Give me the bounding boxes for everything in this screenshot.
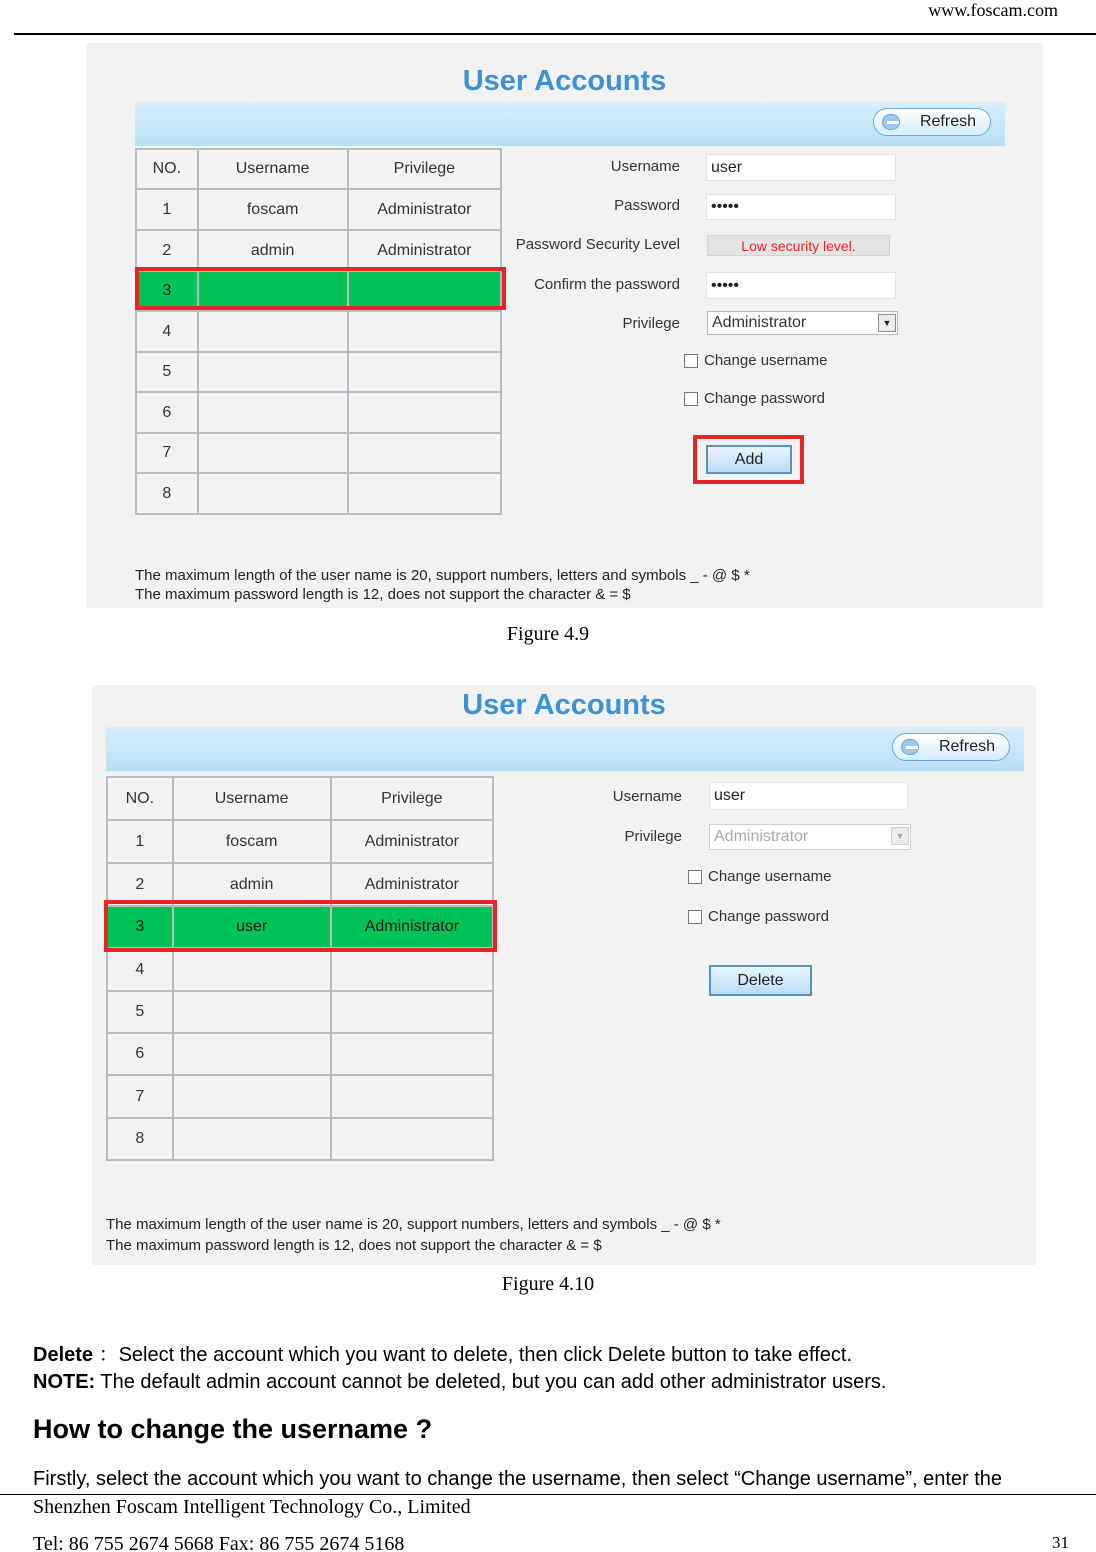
cell-privilege: Administrator [348, 230, 501, 271]
delete-term: Delete [33, 1344, 94, 1366]
figure-caption: Figure 4.9 [506, 623, 590, 645]
privilege-select[interactable] [709, 824, 911, 850]
cell-privilege [348, 473, 501, 514]
figure-4-9-screenshot [86, 43, 1043, 608]
security-level-indicator: Low security level. [707, 235, 890, 256]
change-password-label: Change password [704, 390, 825, 407]
table-row[interactable] [136, 392, 501, 433]
cell-no: 4 [107, 948, 173, 991]
col-header-username: Username [173, 777, 331, 820]
cell-no: 6 [136, 392, 198, 433]
cell-no: 5 [136, 352, 198, 392]
password-rule-note: The maximum password length is 12, does not support the character & = $ [106, 1237, 602, 1254]
cell-privilege: Administrator [331, 863, 493, 906]
username-input[interactable]: user [706, 154, 896, 181]
cell-no: 6 [107, 1033, 173, 1075]
table-row[interactable] [136, 311, 501, 352]
security-level-label: Password Security Level [515, 236, 680, 253]
cell-privilege [331, 991, 493, 1033]
cell-username [173, 991, 331, 1033]
cell-no: 5 [107, 991, 173, 1033]
figure-caption: Figure 4.10 [501, 1273, 595, 1295]
confirm-password-label: Confirm the password [534, 276, 680, 293]
table-row[interactable] [136, 473, 501, 514]
password-label: Password [614, 197, 680, 214]
change-password-option[interactable] [688, 908, 829, 925]
username-input[interactable]: user [709, 782, 908, 810]
cell-username [198, 352, 348, 392]
table-row[interactable] [136, 352, 501, 392]
section-heading: How to change the username ? [33, 1414, 433, 1444]
footer-company: Shenzhen Foscam Intelligent Technology Co., Limited [33, 1496, 471, 1518]
table-row[interactable] [107, 1033, 493, 1075]
note-paragraph [33, 1371, 886, 1394]
cell-username [173, 948, 331, 991]
table-row[interactable] [107, 1075, 493, 1118]
user-table [135, 148, 502, 515]
cell-no: 3 [136, 271, 198, 311]
cell-no: 8 [107, 1118, 173, 1160]
table-row[interactable] [136, 433, 501, 473]
note-term: NOTE: [33, 1371, 96, 1393]
cell-privilege [348, 433, 501, 473]
refresh-button[interactable] [873, 108, 991, 136]
change-username-option[interactable] [684, 352, 827, 369]
username-label: Username [612, 788, 682, 805]
cell-username [173, 1033, 331, 1075]
cell-no: 1 [136, 189, 198, 230]
cell-privilege [331, 948, 493, 991]
cell-no: 3 [107, 906, 173, 948]
cell-no: 1 [107, 820, 173, 863]
password-input[interactable]: ••••• [706, 194, 896, 220]
figure-4-10-screenshot [92, 685, 1036, 1265]
change-username-checkbox[interactable] [684, 354, 698, 368]
table-row[interactable] [136, 189, 501, 230]
footer-rule [0, 1494, 1096, 1495]
header-url: www.foscam.com [928, 0, 1058, 20]
change-password-checkbox[interactable] [684, 392, 698, 406]
privilege-select[interactable] [707, 311, 898, 335]
cell-privilege [331, 1075, 493, 1118]
add-button[interactable]: Add [706, 445, 792, 474]
chevron-down-icon[interactable]: ▼ [878, 314, 896, 332]
delete-text: Select the account which you want to delete, then click Delete button to take effect. [118, 1344, 853, 1366]
cell-privilege [348, 392, 501, 433]
cell-no: 7 [107, 1075, 173, 1118]
toolbar [135, 102, 1005, 146]
cell-username [198, 392, 348, 433]
change-username-checkbox[interactable] [688, 870, 702, 884]
cell-privilege [331, 1033, 493, 1075]
change-username-option[interactable] [688, 868, 831, 885]
change-password-label: Change password [708, 908, 829, 925]
chevron-down-icon[interactable]: ▼ [891, 827, 909, 845]
privilege-label: Privilege [624, 828, 682, 845]
refresh-icon [901, 739, 919, 755]
col-header-no: NO. [136, 149, 198, 189]
user-table [106, 776, 494, 1161]
instruction-paragraph: Firstly, select the account which you want to change the username, then select “Change username”, enter the [33, 1468, 1003, 1490]
refresh-button[interactable] [892, 733, 1010, 761]
table-row[interactable] [107, 948, 493, 991]
cell-privilege [348, 311, 501, 352]
footer-contact: Tel: 86 755 2674 5668 Fax: 86 755 2674 5168 [33, 1533, 405, 1552]
username-label: Username [610, 158, 680, 175]
cell-username: admin [173, 863, 331, 906]
col-header-no: NO. [107, 777, 173, 820]
cell-username [173, 1118, 331, 1160]
change-username-label: Change username [708, 868, 832, 885]
change-username-label: Change username [704, 352, 828, 369]
user-accounts-title: User Accounts [462, 65, 667, 97]
selected-row-highlight [104, 900, 497, 952]
cell-username [198, 311, 348, 352]
note-text: The default admin account cannot be deleted, but you can add other administrator users. [95, 1371, 887, 1393]
username-rule-note: The maximum length of the user name is 20, support numbers, letters and symbols _ - @ $ * [135, 567, 750, 584]
cell-no: 4 [136, 311, 198, 352]
table-row[interactable] [107, 991, 493, 1033]
page-number: 31 [1052, 1533, 1069, 1552]
cell-privilege [348, 352, 501, 392]
refresh-label: Refresh [919, 113, 976, 130]
table-row[interactable] [136, 230, 501, 271]
refresh-label: Refresh [938, 738, 995, 755]
cell-no: 2 [136, 230, 198, 271]
cell-no: 7 [136, 433, 198, 473]
delete-button[interactable]: Delete [709, 965, 812, 996]
username-rule-note: The maximum length of the user name is 20, support numbers, letters and symbols _ - @ $ * [106, 1216, 721, 1233]
user-accounts-title: User Accounts [462, 689, 666, 721]
change-password-checkbox[interactable] [688, 910, 702, 924]
cell-privilege: Administrator [331, 820, 493, 863]
cell-username: foscam [173, 820, 331, 863]
cell-username [198, 473, 348, 514]
cell-privilege [331, 1118, 493, 1160]
cell-username: foscam [198, 189, 348, 230]
password-rule-note: The maximum password length is 12, does not support the character & = $ [135, 586, 631, 603]
cell-username [198, 433, 348, 473]
cell-privilege: Administrator [348, 189, 501, 230]
table-row[interactable] [107, 820, 493, 863]
change-password-option[interactable] [684, 390, 825, 407]
delete-separator: ： [98, 1344, 119, 1366]
table-header-row [107, 777, 493, 820]
privilege-select-value: Administrator [712, 314, 807, 331]
cell-username [173, 1075, 331, 1118]
privilege-label: Privilege [622, 315, 680, 332]
selected-row-highlight [135, 267, 506, 310]
refresh-icon [882, 114, 900, 130]
header-rule [14, 33, 1096, 35]
cell-no: 2 [107, 863, 173, 906]
cell-username: admin [198, 230, 348, 271]
table-header-row [136, 149, 501, 189]
col-header-privilege: Privilege [331, 777, 493, 820]
cell-no: 8 [136, 473, 198, 514]
table-row[interactable] [107, 1118, 493, 1160]
toolbar [106, 727, 1024, 771]
privilege-select-value: Administrator [714, 828, 809, 845]
confirm-password-input[interactable]: ••••• [706, 272, 896, 299]
col-header-username: Username [198, 149, 348, 189]
delete-description [33, 1338, 852, 1367]
cell-privilege: Administrator [331, 906, 493, 948]
cell-username: user [173, 906, 331, 948]
col-header-privilege: Privilege [348, 149, 501, 189]
